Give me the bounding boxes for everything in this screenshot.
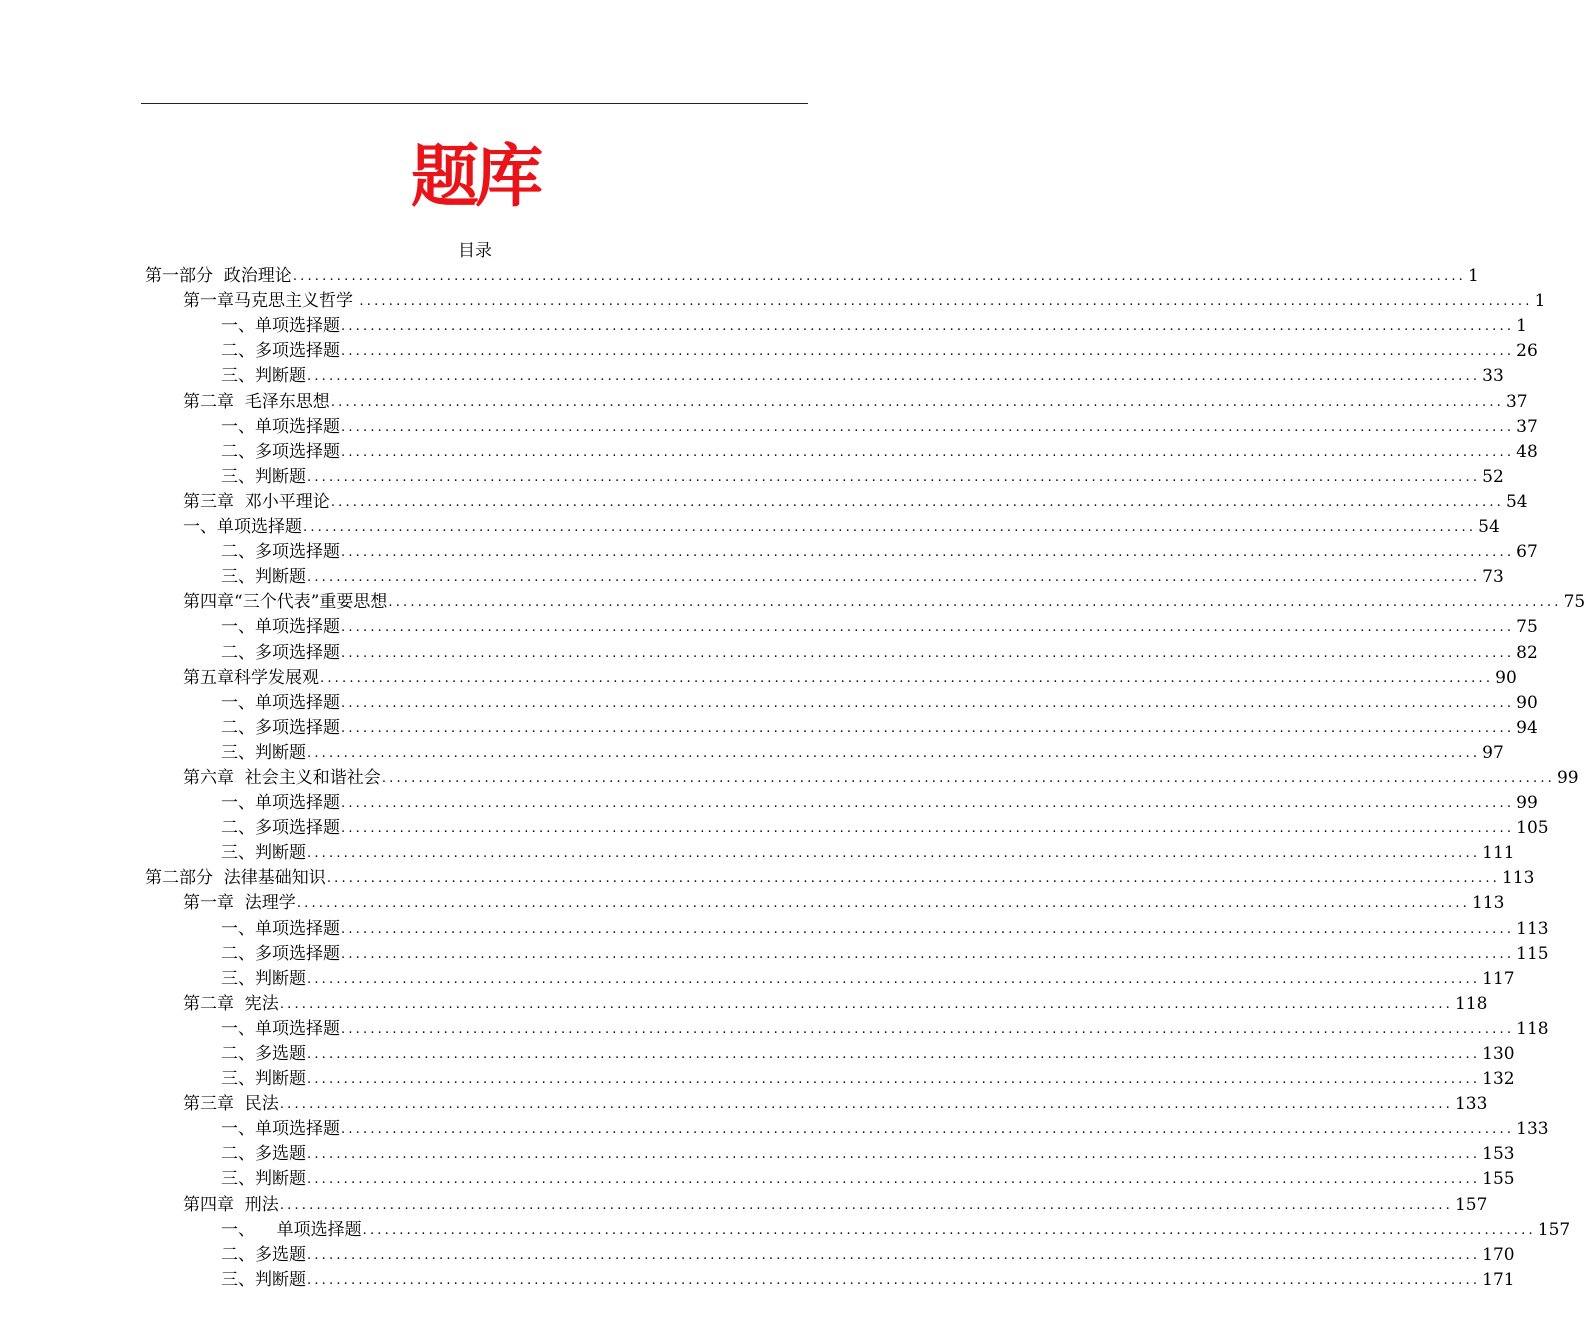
toc-entry-page: 133 (1516, 1119, 1549, 1140)
toc-dot-leader: ................................................................................................................................................................ (307, 1147, 1481, 1163)
toc-entry-label: 第四章“三个代表”重要思想 (183, 592, 388, 613)
toc-dot-leader: ................................................................................................................................................................ (292, 269, 1466, 285)
toc-dot-leader: ................................................................................................................................................................ (307, 971, 1481, 987)
toc-entry-page: 75 (1563, 592, 1585, 613)
toc-entry-page: 105 (1516, 818, 1549, 839)
toc-entry-label: 二、多项选择题 (221, 818, 340, 839)
toc-entry-page: 171 (1482, 1269, 1515, 1290)
toc-entry-page: 48 (1516, 441, 1538, 462)
toc-entry-page: 118 (1454, 993, 1488, 1014)
toc-entry-page: 94 (1516, 717, 1538, 738)
header-rule (141, 103, 808, 104)
toc-entry-page: 170 (1482, 1244, 1515, 1265)
toc-entry-label: 一、单项选择题 (221, 416, 340, 437)
toc-entry-label: 一、单项选择题 (221, 1119, 340, 1140)
toc-entry-label: 二、多项选择题 (221, 642, 340, 663)
toc-dot-leader: ................................................................................................................................................................ (307, 745, 1481, 761)
toc-dot-leader: ................................................................................................................................................................ (307, 1247, 1481, 1263)
toc-dot-leader: ................................................................................................................................................................ (320, 670, 1494, 686)
toc-dot-leader: ................................................................................................................................................................ (279, 1197, 1453, 1213)
toc-dot-leader: ................................................................................................................................................................ (362, 1222, 1536, 1238)
toc-dot-leader: ................................................................................................................................................................ (307, 1047, 1481, 1062)
toc-dot-leader: ................................................................................................................................................................ (341, 695, 1515, 711)
toc-entry-label: 二、多选题 (221, 1044, 306, 1064)
toc-dot-leader: ................................................................................................................................................................ (330, 494, 1504, 510)
toc-entry-page: 153 (1482, 1144, 1515, 1165)
toc-entry-label: 二、多项选择题 (221, 542, 340, 563)
toc-entry-page: 33 (1482, 366, 1504, 387)
toc-entry[interactable] (145, 791, 1538, 816)
toc-dot-leader: ................................................................................................................................................................ (341, 620, 1515, 636)
toc-dot-leader: ................................................................................................................................................................ (341, 344, 1515, 360)
toc-entry[interactable] (145, 891, 1505, 916)
toc-entry[interactable] (145, 364, 1504, 389)
table-of-contents (145, 264, 1585, 1293)
toc-entry[interactable] (145, 716, 1538, 741)
toc-entry-label: 一、单项选择题 (221, 692, 340, 713)
toc-entry-label: 第一部分 政治理论 (145, 266, 292, 287)
toc-entry-label: 第二章 毛泽东思想 (183, 391, 330, 412)
toc-entry-page: 117 (1482, 968, 1515, 989)
toc-entry-label: 第一章 法理学 (183, 893, 296, 914)
toc-entry-page: 52 (1482, 466, 1504, 487)
toc-entry-page: 75 (1516, 617, 1538, 638)
toc-entry-label: 二、多项选择题 (221, 341, 340, 362)
toc-entry[interactable] (145, 389, 1528, 414)
toc-entry-page: 111 (1482, 843, 1515, 864)
toc-entry-label: 三、判断题 (221, 843, 306, 864)
toc-entry-page: 1 (1534, 291, 1546, 312)
toc-entry-label: 第三章 民法 (183, 1094, 279, 1115)
toc-entry-label: 二、多项选择题 (221, 717, 340, 738)
toc-entry[interactable] (145, 1218, 1571, 1243)
toc-entry-page: 37 (1516, 416, 1538, 437)
toc-entry-page: 67 (1516, 542, 1538, 563)
toc-dot-leader: ................................................................................................................................................................ (341, 720, 1515, 736)
toc-dot-leader: ................................................................................................................................................................ (341, 444, 1515, 460)
toc-entry[interactable] (145, 741, 1504, 766)
toc-dot-leader: ................................................................................................................................................................ (381, 770, 1555, 786)
toc-entry[interactable] (145, 1192, 1488, 1217)
toc-dot-leader: ................................................................................................................................................................ (307, 1272, 1481, 1288)
toc-entry-label: 一、单项选择题 (221, 793, 340, 814)
toc-entry[interactable] (145, 264, 1479, 289)
toc-entry-page: 90 (1516, 692, 1538, 713)
toc-heading: 目录 (458, 241, 492, 261)
toc-entry[interactable] (145, 666, 1517, 691)
toc-entry-page: 118 (1516, 1018, 1549, 1039)
toc-dot-leader: ................................................................................................................................................................ (296, 896, 1470, 912)
toc-entry[interactable] (145, 1142, 1515, 1167)
toc-entry-label: 一、单项选择题 (221, 316, 340, 337)
toc-entry-label: 三、判断题 (221, 1169, 306, 1190)
toc-dot-leader: ................................................................................................................................................................ (307, 846, 1481, 862)
toc-entry[interactable] (145, 1243, 1515, 1268)
toc-entry-page: 54 (1478, 517, 1500, 538)
toc-entry-label: 二、多项选择题 (221, 943, 340, 964)
toc-entry-label: 第四章 刑法 (183, 1194, 279, 1215)
toc-entry-page: 132 (1482, 1069, 1515, 1090)
toc-entry[interactable] (145, 640, 1538, 665)
toc-entry-page: 99 (1516, 793, 1538, 814)
toc-dot-leader: ................................................................................................................................................................ (341, 319, 1515, 335)
toc-entry-page: 99 (1556, 767, 1579, 788)
toc-entry-page: 73 (1482, 567, 1504, 588)
toc-entry-page: 1 (1516, 316, 1527, 337)
toc-dot-leader: ................................................................................................................................................................ (341, 821, 1515, 837)
toc-entry[interactable] (145, 289, 1546, 314)
toc-entry[interactable] (145, 916, 1549, 941)
toc-entry-page: 157 (1454, 1194, 1488, 1215)
toc-entry-page: 37 (1505, 391, 1528, 412)
toc-entry[interactable] (145, 515, 1500, 540)
toc-dot-leader: ................................................................................................................................................................ (341, 1122, 1515, 1138)
toc-entry-page: 113 (1501, 868, 1535, 889)
toc-entry-label: 三、判断题 (221, 366, 306, 387)
toc-entry-page: 157 (1537, 1219, 1571, 1240)
toc-dot-leader: ................................................................................................................................................................ (341, 1021, 1515, 1037)
toc-entry[interactable] (145, 1067, 1515, 1092)
toc-entry[interactable] (145, 1017, 1549, 1042)
toc-entry[interactable] (145, 615, 1538, 640)
toc-entry[interactable] (145, 1042, 1515, 1067)
toc-dot-leader: ................................................................................................................................................................ (341, 921, 1515, 937)
toc-entry-label: 三、判断题 (221, 567, 306, 588)
toc-entry-label: 二、多项选择题 (221, 441, 340, 462)
toc-dot-leader: ................................................................................................................................................................ (341, 946, 1515, 962)
toc-dot-leader: ................................................................................................................................................................ (279, 1097, 1453, 1113)
toc-entry-label: 第一章马克思主义哲学 (183, 291, 359, 312)
toc-entry-label: 二、多选题 (221, 1144, 306, 1165)
toc-entry-label: 一、单项选择题 (221, 918, 340, 939)
toc-entry[interactable] (145, 565, 1504, 590)
toc-dot-leader: ................................................................................................................................................................ (341, 419, 1515, 435)
toc-entry-label: 三、判断题 (221, 742, 306, 763)
toc-dot-leader: ................................................................................................................................................................ (307, 570, 1481, 586)
toc-dot-leader: ................................................................................................................................................................ (303, 520, 1477, 536)
toc-entry-label: 第二部分 法律基础知识 (145, 868, 326, 889)
toc-dot-leader: ................................................................................................................................................................ (307, 469, 1481, 485)
toc-dot-leader: ................................................................................................................................................................ (307, 369, 1481, 385)
toc-entry[interactable] (145, 967, 1515, 992)
toc-dot-leader: ................................................................................................................................................................ (388, 595, 1562, 611)
toc-entry-label: 第二章 宪法 (183, 993, 279, 1014)
toc-entry[interactable] (145, 942, 1549, 967)
toc-entry[interactable] (145, 841, 1515, 866)
toc-entry[interactable] (145, 314, 1527, 339)
toc-entry-page: 133 (1454, 1094, 1488, 1115)
toc-dot-leader: ................................................................................................................................................................ (359, 294, 1533, 310)
toc-entry[interactable] (145, 440, 1538, 465)
toc-entry[interactable] (145, 1092, 1488, 1117)
toc-entry-page: 97 (1482, 742, 1504, 763)
toc-dot-leader: ................................................................................................................................................................ (279, 996, 1453, 1012)
toc-entry-page: 155 (1482, 1169, 1515, 1190)
toc-dot-leader: ................................................................................................................................................................ (341, 796, 1515, 812)
toc-entry-label: 三、判断题 (221, 968, 306, 989)
toc-entry-label: 二、多选题 (221, 1244, 306, 1265)
toc-entry-page: 82 (1516, 642, 1538, 663)
toc-dot-leader: ................................................................................................................................................................ (307, 1172, 1481, 1188)
toc-entry-page: 90 (1495, 667, 1517, 688)
toc-entry-label: 一、单项选择题 (221, 1018, 340, 1039)
toc-entry-label: 一、 单项选择题 (221, 1219, 362, 1240)
toc-entry[interactable] (145, 490, 1528, 515)
toc-entry-label: 三、判断题 (221, 1269, 306, 1290)
toc-entry[interactable] (145, 1268, 1515, 1293)
toc-entry[interactable] (145, 1117, 1549, 1142)
toc-entry-label: 第三章 邓小平理论 (183, 491, 330, 512)
toc-entry[interactable] (145, 866, 1535, 891)
toc-entry[interactable] (145, 465, 1504, 490)
toc-entry-label: 一、单项选择题 (221, 617, 340, 638)
toc-entry-page: 1 (1467, 266, 1479, 287)
toc-entry[interactable] (145, 339, 1538, 364)
toc-entry[interactable] (145, 415, 1538, 440)
toc-entry-label: 三、判断题 (221, 466, 306, 487)
toc-entry-label: 三、判断题 (221, 1069, 306, 1090)
toc-entry[interactable] (145, 766, 1579, 791)
toc-dot-leader: ................................................................................................................................................................ (341, 545, 1515, 561)
toc-dot-leader: ................................................................................................................................................................ (307, 1072, 1481, 1088)
toc-entry-page: 115 (1516, 943, 1549, 964)
toc-entry-label: 一、单项选择题 (183, 517, 302, 538)
toc-entry[interactable] (145, 1167, 1515, 1192)
toc-entry-page: 54 (1505, 491, 1528, 512)
toc-entry[interactable] (145, 816, 1549, 841)
toc-entry[interactable] (145, 691, 1538, 716)
toc-entry[interactable] (145, 590, 1585, 615)
toc-entry-label: 第六章 社会主义和谐社会 (183, 767, 381, 788)
toc-entry-label: 第五章科学发展观 (183, 667, 319, 688)
toc-entry[interactable] (145, 992, 1488, 1017)
toc-dot-leader: ................................................................................................................................................................ (326, 871, 1500, 887)
document-title: 题库 (410, 138, 539, 217)
toc-entry-page: 130 (1482, 1044, 1515, 1064)
toc-dot-leader: ................................................................................................................................................................ (330, 394, 1504, 410)
toc-dot-leader: ................................................................................................................................................................ (341, 645, 1515, 661)
toc-entry-page: 113 (1471, 893, 1505, 914)
toc-entry[interactable] (145, 540, 1538, 565)
toc-entry-page: 26 (1516, 341, 1538, 362)
toc-entry-page: 113 (1516, 918, 1549, 939)
